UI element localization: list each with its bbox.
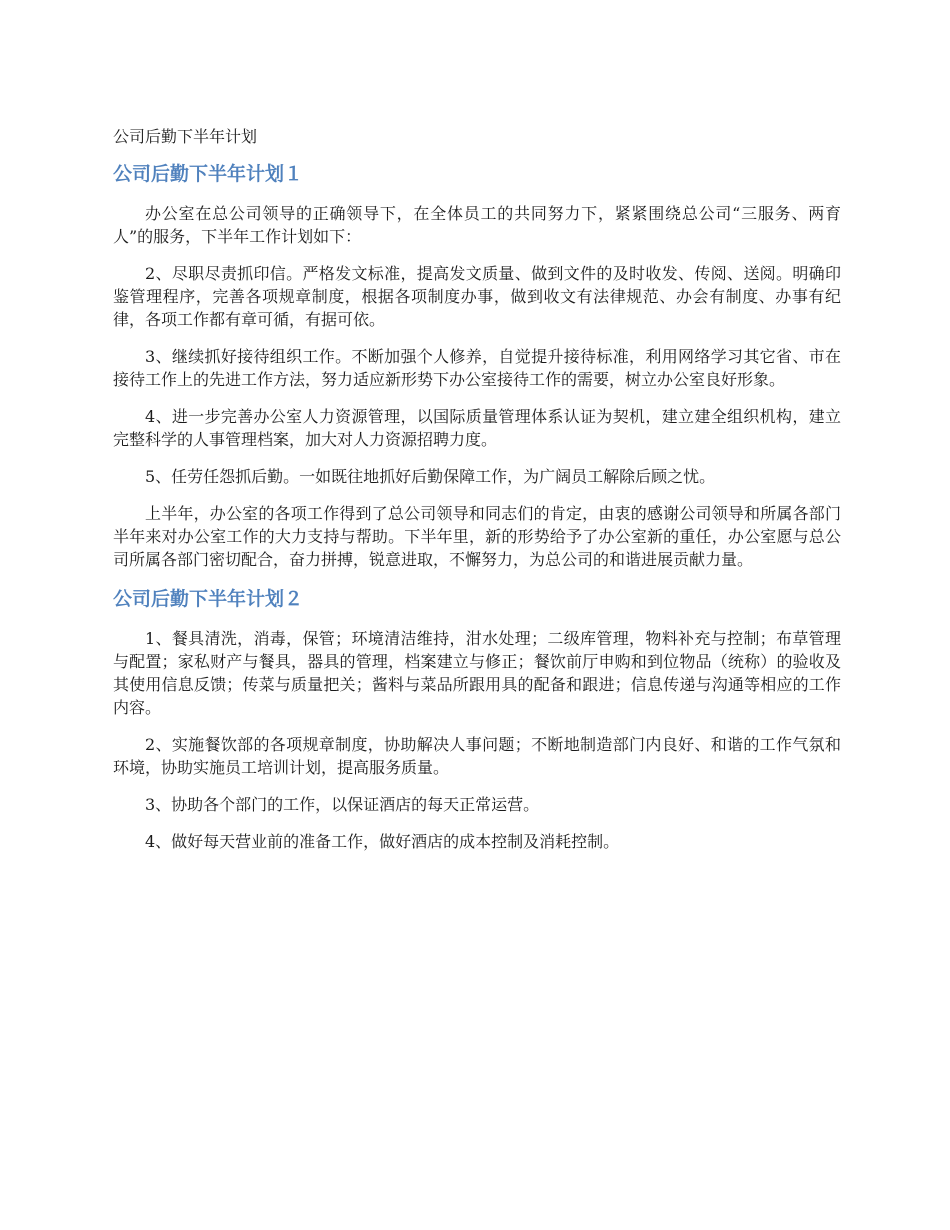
section-heading: 公司后勤下半年计划２ xyxy=(113,588,304,610)
section-2 xyxy=(113,585,841,853)
document-page xyxy=(113,124,841,867)
section-1 xyxy=(113,160,841,571)
paragraph: 2、尽职尽责抓印信。严格发文标准，提高发文质量、做到文件的及时收发、传阅、送阅。明确印鉴管理程序，完善各项规章制度，根据各项制度办事，做到收文有法律规范、办会有制度、办事有纪律，各项工作都有章可循，有据可依。 xyxy=(113,264,841,329)
paragraph: 3、协助各个部门的工作，以保证酒店的每天正常运营。 xyxy=(145,795,540,814)
document-title: 公司后勤下半年计划 xyxy=(113,127,258,146)
paragraph: 2、实施餐饮部的各项规章制度，协助解决人事问题；不断地制造部门内良好、和谐的工作气氛和环境，协助实施员工培训计划，提高服务质量。 xyxy=(113,735,841,777)
paragraph: 4、进一步完善办公室人力资源管理，以国际质量管理体系认证为契机，建立建全组织机构，建立完整科学的人事管理档案，加大对人力资源招聘力度。 xyxy=(113,407,841,449)
paragraph: 办公室在总公司领导的正确领导下，在全体员工的共同努力下，紧紧围绕总公司“三服务、两育人”的服务，下半年工作计划如下： xyxy=(113,204,841,246)
paragraph: 上半年，办公室的各项工作得到了总公司领导和同志们的肯定，由衷的感谢公司领导和所属各部门半年来对办公室工作的大力支持与帮助。下半年里，新的形势给予了办公室新的重任，办公室愿与总公司所属各部门密切配合，奋力拼搏，锐意进取，不懈努力，为总公司的和谐进展贡献力量。 xyxy=(113,504,841,569)
section-heading: 公司后勤下半年计划１ xyxy=(113,163,304,185)
paragraph: 3、继续抓好接待组织工作。不断加强个人修养，自觉提升接待标准，利用网络学习其它省、市在接待工作上的先进工作方法，努力适应新形势下办公室接待工作的需要，树立办公室良好形象。 xyxy=(113,347,841,389)
paragraph: 5、任劳任怨抓后勤。一如既往地抓好后勤保障工作，为广阔员工解除后顾之忧。 xyxy=(145,467,716,486)
paragraph: 1、餐具清洗，消毒，保管；环境清洁维持，泔水处理；二级库管理，物料补充与控制；布草管理与配置；家私财产与餐具，器具的管理，档案建立与修正；餐饮前厅申购和到位物品（统称）的验收及其使用信息反馈；传菜与质量把关；酱料与菜品所跟用具的配备和跟进；信息传递与沟通等相应的工作内容。 xyxy=(113,629,841,717)
paragraph: 4、做好每天营业前的准备工作，做好酒店的成本控制及消耗控制。 xyxy=(145,832,620,851)
